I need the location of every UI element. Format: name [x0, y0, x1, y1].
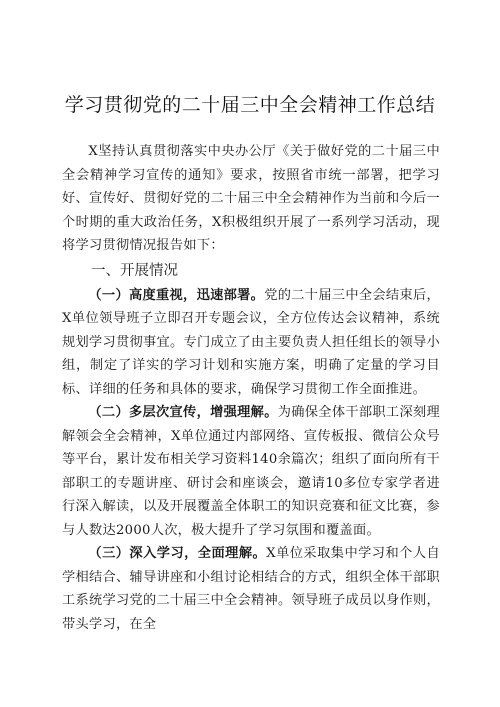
item-lead-2: （二）多层次宣传，增强理解。	[88, 405, 278, 420]
item-text-3: X单位采取集中学习和个人自学相结合、辅导讲座和小组讨论相结合的方式，组织全体干部职工系统学习党的二十届三中全会精神。领导班子成员以身作则，带头学习，在全	[62, 546, 440, 632]
item-text-1: 党的二十届三中全会结束后，X单位领导班子立即召开专题会议，全方位传达会议精神，系统规划学习贯彻事宜。专门成立了由主要负责人担任组长的领导小组，制定了详实的学习计划和实施方案，明确了定量的学习目标、详细的任务和具体的要求，确保学习贯彻工作全面推进。	[62, 287, 440, 397]
item-paragraph-3	[62, 542, 440, 636]
document-title: 学习贯彻党的二十届三中全会精神工作总结	[64, 94, 436, 116]
item-paragraph-2	[62, 401, 440, 542]
section-heading-1: 一、开展情况	[91, 262, 178, 279]
document-body	[62, 140, 440, 636]
item-paragraph-1	[62, 284, 440, 402]
item-text-2: 为确保全体干部职工深刻理解领会全会精神，X单位通过内部网络、宣传板报、微信公众号等平台，累计发布相关学习资料140余篇次；组织了面向所有干部职工的专题讲座、研讨会和座谈会，邀请10多位专家学者进行深入解读，以及开展覆盖全体职工的知识竞赛和征文比赛，参与人数达2000人次，极大提升了学习氛围和覆盖面。	[62, 405, 440, 538]
item-lead-1: （一）高度重视，迅速部署。	[88, 287, 265, 303]
intro-paragraph: X坚持认真贯彻落实中央办公厅《关于做好党的二十届三中全会精神学习宣传的通知》要求，按照省市统一部署，把学习好、宣传好、贯彻好党的二十届三中全会精神作为当前和今后一个时期的重大政治任务，X积极组织开展了一系列学习活动，现将学习贯彻情况报告如下：	[62, 144, 440, 253]
item-lead-3: （三）深入学习，全面理解。	[88, 546, 267, 561]
